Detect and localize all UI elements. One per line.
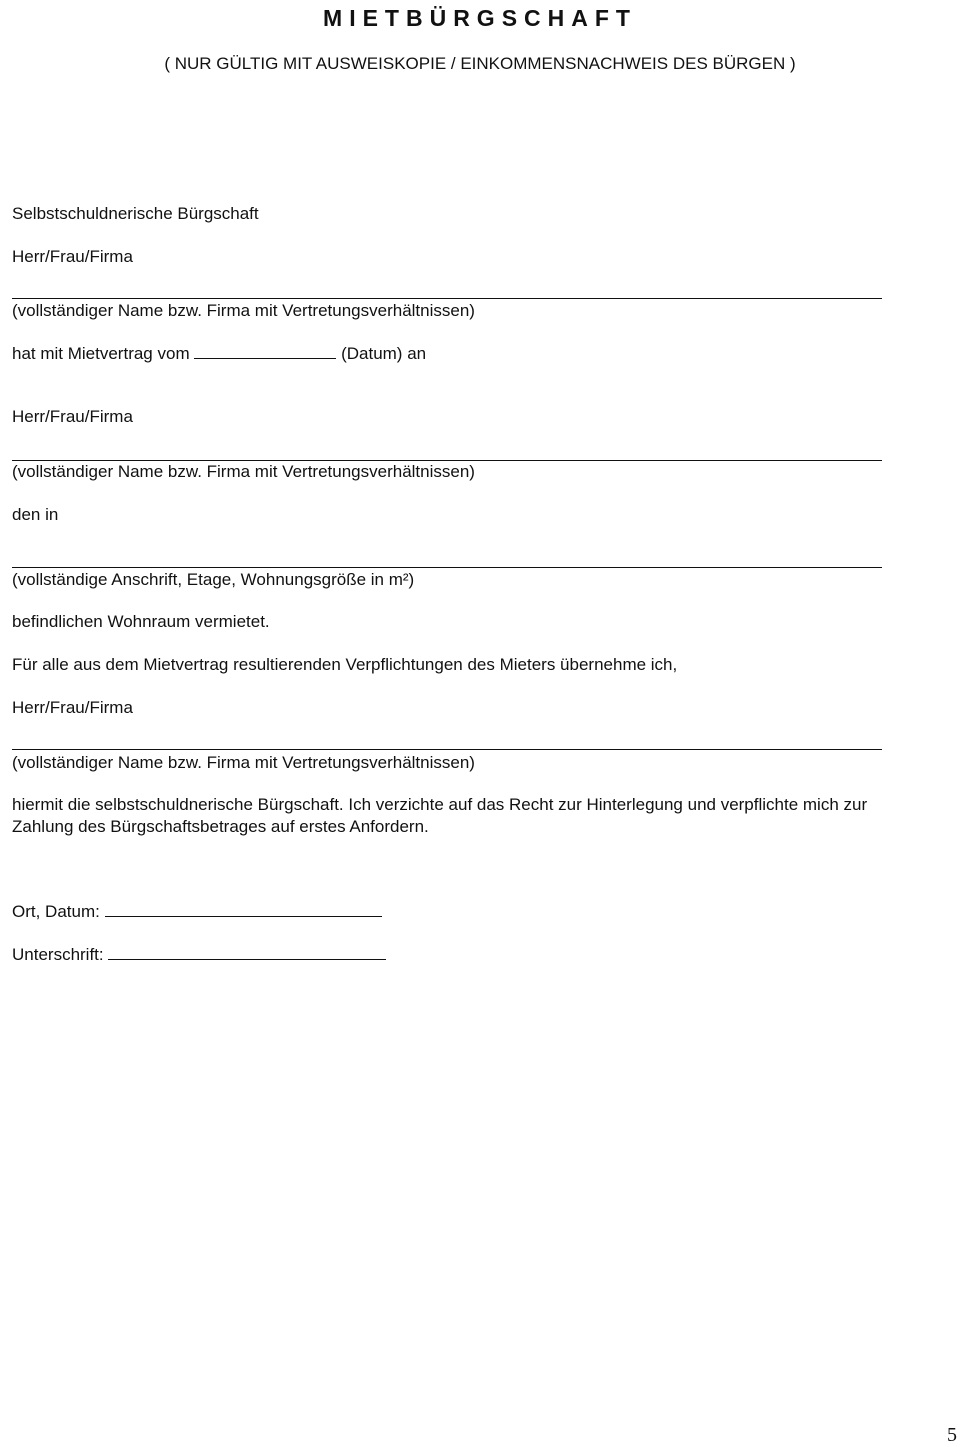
place-date-field[interactable]	[105, 902, 382, 917]
signature-label: Unterschrift:	[12, 945, 104, 964]
contract-prefix: hat mit Mietvertrag vom	[12, 344, 190, 363]
guarantor-name-field[interactable]	[12, 749, 882, 750]
contract-suffix: (Datum) an	[341, 344, 427, 363]
address-field[interactable]	[12, 567, 882, 568]
landlord-name-hint: (vollständiger Name bzw. Firma mit Vertretungsverhältnissen)	[12, 462, 475, 481]
obligations-text: Für alle aus dem Mietvertrag resultierenden Verpflichtungen des Mieters übernehme ich,	[12, 655, 678, 674]
landlord-party-label: Herr/Frau/Firma	[12, 407, 133, 426]
place-date-row	[12, 902, 382, 922]
landlord-name-field[interactable]	[12, 460, 882, 461]
guarantor-name-hint: (vollständiger Name bzw. Firma mit Vertretungsverhältnissen)	[12, 753, 475, 772]
signature-row	[12, 945, 386, 965]
place-date-label: Ort, Datum:	[12, 902, 100, 921]
rented-text: befindlichen Wohnraum vermietet.	[12, 612, 270, 631]
document-title: MIETBÜRGSCHAFT	[323, 5, 637, 31]
closing-text-line-1: hiermit die selbstschuldnerische Bürgschaft. Ich verzichte auf das Recht zur Hinterlegung und verpflichte mich zur	[12, 795, 868, 814]
page-number: 5	[947, 1424, 957, 1446]
tenant-name-field[interactable]	[12, 298, 882, 299]
tenant-name-hint: (vollständiger Name bzw. Firma mit Vertretungsverhältnissen)	[12, 301, 475, 320]
den-in-label: den in	[12, 505, 59, 524]
tenant-party-label: Herr/Frau/Firma	[12, 247, 133, 266]
guarantor-party-label: Herr/Frau/Firma	[12, 698, 133, 717]
contract-line	[12, 344, 426, 364]
signature-field[interactable]	[108, 945, 386, 960]
document-subtitle: ( NUR GÜLTIG MIT AUSWEISKOPIE / EINKOMMENSNACHWEIS DES BÜRGEN )	[164, 54, 796, 73]
heading: Selbstschuldnerische Bürgschaft	[12, 204, 259, 223]
closing-text-line-2: Zahlung des Bürgschaftsbetrages auf erstes Anfordern.	[12, 817, 429, 836]
contract-date-field[interactable]	[194, 344, 336, 359]
address-hint: (vollständige Anschrift, Etage, Wohnungsgröße in m²)	[12, 570, 415, 589]
